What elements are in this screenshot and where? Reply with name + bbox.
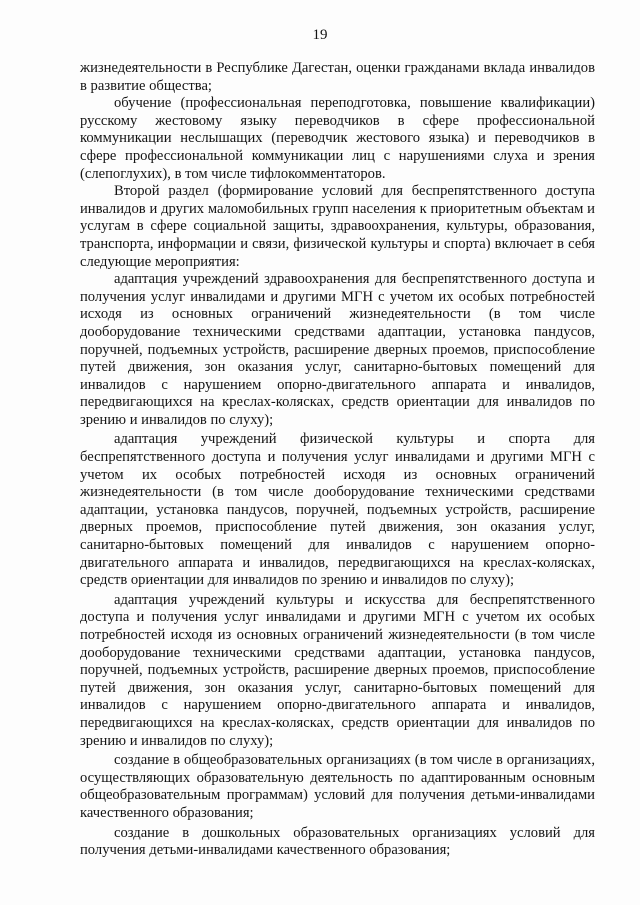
document-body [80,60,595,860]
paragraph-8: создание в дошкольных образовательных организациях условий для получения детьми-инвалидами качественного образования; [80,824,595,859]
paragraph-6: адаптация учреждений культуры и искусства для беспрепятственного доступа и получения услуг инвалидами и другими МГН с учетом их особых потребностей исходя из основных ограничений жизнедеятельности (в том числе дооборудование техническими средствами адаптации, установка пандусов, поручней, подъемных устройств, расширение дверных проемов, приспособление путей движения, зон оказания услуг, санитарно-бытовых помещений для инвалидов с нарушением опорно-двигательного аппарата и инвалидов, передвигающихся на креслах-колясках, средств ориентации для инвалидов по зрению и инвалидов по слуху); [80,591,595,749]
paragraph-2: обучение (профессиональная переподготовка, повышение квалификации) русскому жестовому языку переводчиков в сфере профессиональной коммуникации неслышащих (переводчик жестового языка) и переводчиков в сфере профессиональной коммуникации лиц с нарушениями слуха и зрения (слепоглухих), в том числе тифлокомментаторов. [80,95,595,182]
paragraph-5: адаптация учреждений физической культуры и спорта для беспрепятственного доступа и получения услуг инвалидами и другими МГН с учетом их особых потребностей исходя из основных ограничений жизнедеятельности (в том числе дооборудование техническими средствами адаптации, установка пандусов, поручней, подъемных устройств, расширение дверных проемов, приспособление путей движения, зон оказания услуг, санитарно-бытовых помещений для инвалидов с нарушением опорно-двигательного аппарата и инвалидов, передвигающихся на креслах-колясках, средств ориентации для инвалидов по зрению и инвалидов по слуху); [80,431,595,589]
paragraph-7: создание в общеобразовательных организациях (в том числе в организациях, осуществляющих образовательную деятельность по адаптированным основным общеобразовательным программам) условий для получения детьми-инвалидами качественного образования; [80,752,595,821]
paragraph-4: адаптация учреждений здравоохранения для беспрепятственного доступа и получения услуг инвалидами и другими МГН с учетом их особых потребностей исходя из основных ограничений жизнедеятельности (в том числе дооборудование техническими средствами адаптации, установка пандусов, поручней, подъемных устройств, расширение дверных проемов, приспособление путей движения, зон оказания услуг, санитарно-бытовых помещений для инвалидов с нарушением опорно-двигательного аппарата и инвалидов, передвигающихся на креслах-колясках, средств ориентации для инвалидов по зрению и инвалидов по слуху); [80,271,595,428]
page-number: 19 [312,27,328,43]
paragraph-3: Второй раздел (формирование условий для беспрепятственного доступа инвалидов и других маломобильных групп населения к приоритетным объектам и услугам в сфере социальной защиты, здравоохранения, культуры, образования, транспорта, информации и связи, физической культуры и спорта) включает в себя следующие мероприятия: [80,183,595,270]
paragraph-1: жизнедеятельности в Республике Дагестан, оценки гражданами вклада инвалидов в развитие общества; [80,60,595,94]
